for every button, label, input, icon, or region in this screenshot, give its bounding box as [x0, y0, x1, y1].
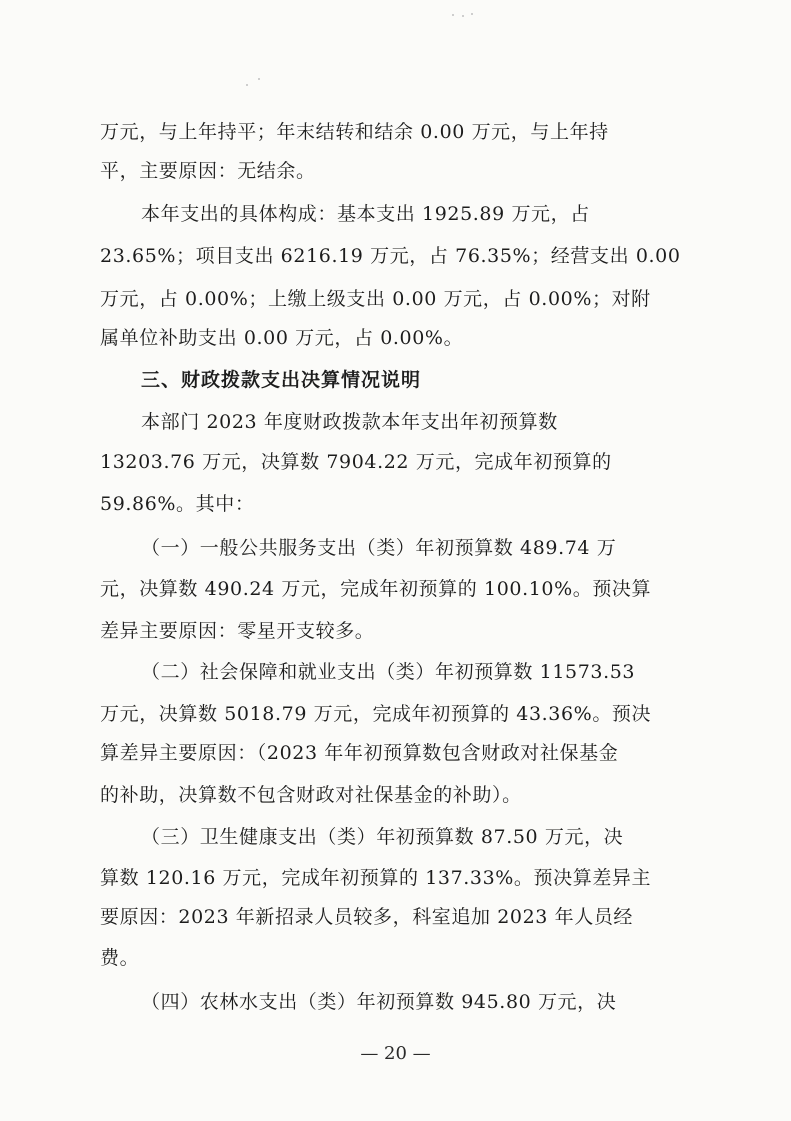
paragraph-item-2: （二）社会保障和就业支出（类）年初预算数 11573.53	[141, 661, 636, 683]
text-line-19: 算数 120.16 万元，完成年初预算的 137.33%。预决算差异主	[100, 867, 652, 889]
page-number: — 20 —	[360, 1043, 431, 1064]
scan-speck	[258, 78, 260, 80]
text-line-13: 差异主要原因：零星开支较多。	[100, 620, 375, 642]
text-line-6: 属单位补助支出 0.00 万元，占 0.00%。	[100, 327, 464, 349]
text-line-21: 费。	[100, 947, 140, 969]
text-line-9: 13203.76 万元，决算数 7904.22 万元，完成年初预算的	[100, 451, 612, 473]
paragraph-fiscal-appropriation: 本部门 2023 年度财政拨款本年支出年初预算数	[141, 411, 558, 433]
text-line-10: 59.86%。其中：	[100, 493, 255, 515]
scan-speck	[462, 15, 464, 17]
text-line-12: 元，决算数 490.24 万元，完成年初预算的 100.10%。预决算	[100, 578, 652, 600]
scan-speck	[452, 14, 454, 16]
text-line-4: 23.65%；项目支出 6216.19 万元，占 76.35%；经营支出 0.00	[100, 245, 681, 267]
paragraph-item-1: （一）一般公共服务支出（类）年初预算数 489.74 万	[141, 537, 617, 559]
scan-speck	[246, 84, 248, 86]
text-line-2: 平，主要原因：无结余。	[100, 160, 316, 182]
text-line-20: 要原因：2023 年新招录人员较多，科室追加 2023 年人员经	[100, 906, 634, 928]
paragraph-item-4: （四）农林水支出（类）年初预算数 945.80 万元，决	[141, 991, 617, 1013]
text-line-5: 万元，占 0.00%；上缴上级支出 0.00 万元，占 0.00%；对附	[100, 288, 651, 310]
paragraph-item-3: （三）卫生健康支出（类）年初预算数 87.50 万元，决	[141, 826, 624, 848]
text-line-1: 万元，与上年持平；年末结转和结余 0.00 万元，与上年持	[100, 121, 609, 143]
section-heading: 三、财政拨款支出决算情况说明	[141, 369, 422, 391]
paragraph-expenditure-composition: 本年支出的具体构成：基本支出 1925.89 万元，占	[141, 203, 590, 225]
text-line-16: 算差异主要原因：（2023 年年初预算数包含财政对社保基金	[100, 742, 619, 764]
text-line-15: 万元，决算数 5018.79 万元，完成年初预算的 43.36%。预决	[100, 703, 652, 725]
text-line-17: 的补助，决算数不包含财政对社保基金的补助）。	[100, 784, 522, 806]
scan-speck	[471, 13, 473, 15]
